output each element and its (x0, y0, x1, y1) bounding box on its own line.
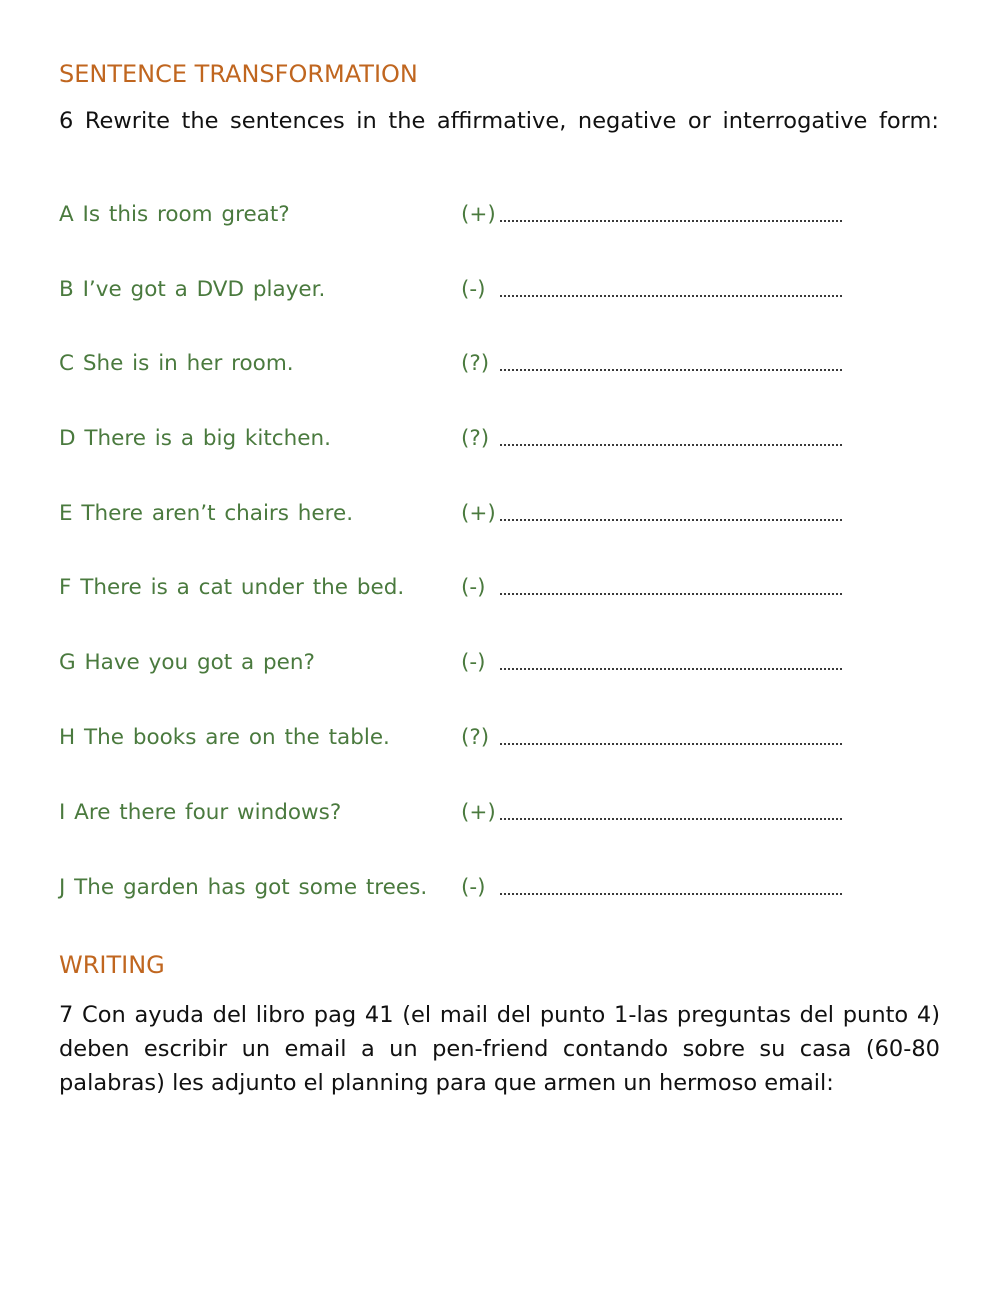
form-marker: (?) (461, 351, 490, 376)
form-marker: (+) (461, 800, 496, 825)
answer-blank[interactable] (500, 593, 842, 595)
form-marker: (-) (461, 875, 486, 900)
answer-blank[interactable] (500, 668, 842, 670)
section-title-writing: WRITING (59, 951, 165, 979)
answer-blank[interactable] (500, 519, 842, 521)
exercise-sentence: H The books are on the table. (59, 725, 390, 750)
exercise-sentence: A Is this room great? (59, 202, 290, 227)
exercise-sentence: B I’ve got a DVD player. (59, 277, 326, 302)
exercise-sentence: G Have you got a pen? (59, 650, 315, 675)
exercise-item (0, 875, 1000, 909)
answer-blank[interactable] (500, 295, 842, 297)
answer-blank[interactable] (500, 818, 842, 820)
exercise-sentence: E There aren’t chairs here. (59, 501, 354, 526)
answer-blank[interactable] (500, 893, 842, 895)
exercise-item (0, 351, 1000, 385)
exercise-sentence: F There is a cat under the bed. (59, 575, 405, 600)
form-marker: (-) (461, 575, 486, 600)
exercise-6-instruction: 6 Rewrite the sentences in the affirmative, negative or interrogative form: (59, 108, 939, 134)
form-marker: (-) (461, 650, 486, 675)
exercise-sentence: C She is in her room. (59, 351, 294, 376)
exercise-item (0, 725, 1000, 759)
form-marker: (-) (461, 277, 486, 302)
form-marker: (+) (461, 501, 496, 526)
exercise-item (0, 277, 1000, 311)
exercise-7-instruction: 7 Con ayuda del libro pag 41 (el mail del punto 1-las preguntas del punto 4) deben escribir un email a un pen-friend contando sobre su casa (60-80 palabras) les adjunto el planning para que armen un hermoso email: (59, 1002, 940, 1096)
answer-blank[interactable] (500, 743, 842, 745)
exercise-item (0, 501, 1000, 535)
exercise-sentence: D There is a big kitchen. (59, 426, 331, 451)
form-marker: (?) (461, 725, 490, 750)
answer-blank[interactable] (500, 444, 842, 446)
answer-blank[interactable] (500, 369, 842, 371)
exercise-item (0, 650, 1000, 684)
exercise-sentence: I Are there four windows? (59, 800, 342, 825)
exercise-item (0, 426, 1000, 460)
exercise-item (0, 800, 1000, 834)
section-title-sentence-transformation: SENTENCE TRANSFORMATION (59, 60, 418, 88)
exercise-item (0, 575, 1000, 609)
exercise-sentence: J The garden has got some trees. (59, 875, 428, 900)
answer-blank[interactable] (500, 220, 842, 222)
form-marker: (+) (461, 202, 496, 227)
form-marker: (?) (461, 426, 490, 451)
exercise-item (0, 202, 1000, 236)
